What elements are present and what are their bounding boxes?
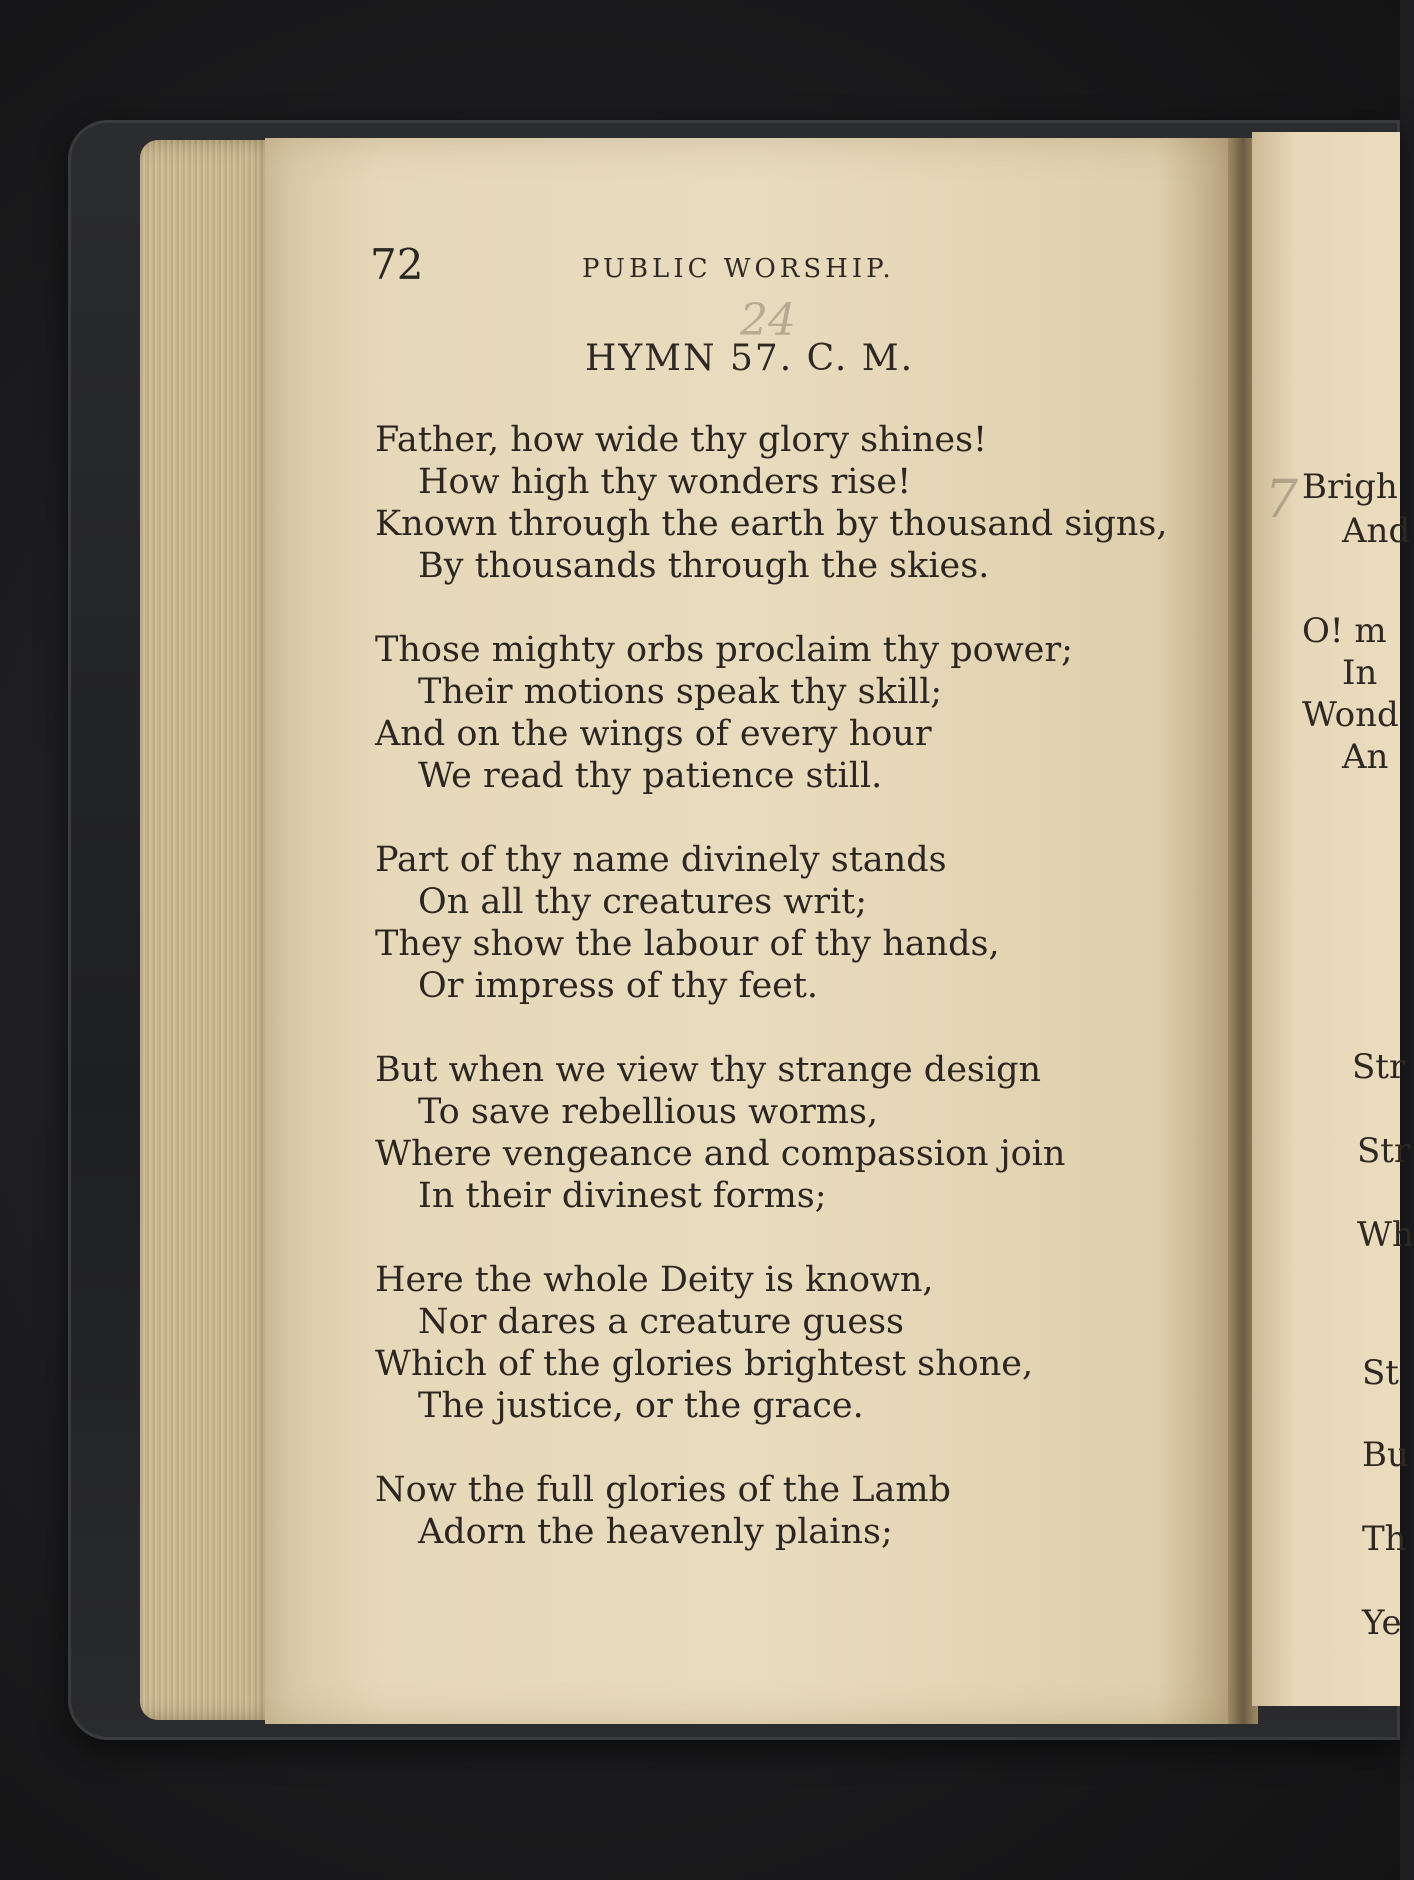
facing-fragment: In [1342,653,1378,693]
hymn-title: HYMN 57. C. M. [585,338,915,379]
verse-line: Their motions speak thy skill; [418,672,943,712]
facing-fragment: Ye [1362,1603,1402,1643]
verse-line: In their divinest forms; [418,1176,827,1216]
stanza [375,1259,1205,1427]
facing-fragment: Brigh [1302,467,1398,507]
facing-fragment: Wond [1302,695,1399,735]
verse-line: Part of thy name divinely stands [375,840,947,880]
facing-fragment: St [1362,1353,1399,1393]
verse-line: But when we view thy strange design [375,1050,1042,1090]
verse-line: By thousands through the skies. [418,546,990,586]
facing-fragment: Th [1362,1519,1407,1559]
verse-line: They show the labour of thy hands, [375,924,1000,964]
verse-line: Now the full glories of the Lamb [375,1470,951,1510]
verse-line: We read thy patience still. [418,756,883,796]
facing-fragment: Str [1352,1047,1406,1087]
pencil-mark: 7 [1265,470,1299,530]
stanza [375,1049,1205,1217]
verse-line: And on the wings of every hour [375,714,932,754]
verse-line: Adorn the heavenly plains; [418,1512,893,1552]
hymn-text [375,419,1205,1595]
page-number: 72 [370,240,424,289]
stanza [375,839,1205,1007]
verse-line: Nor dares a creature guess [418,1302,905,1342]
stanza [375,419,1205,587]
facing-fragment: And [1342,511,1411,551]
facing-fragment: Wh [1357,1215,1414,1255]
verse-line: Here the whole Deity is known, [375,1260,934,1300]
verse-line: Father, how wide thy glory shines! [375,420,988,460]
verse-line: Those mighty orbs proclaim thy power; [375,630,1073,670]
facing-fragment: O! m [1302,611,1387,651]
facing-fragment: An [1342,737,1389,777]
pencil-mark: 24 [740,295,796,346]
verse-line: The justice, or the grace. [418,1386,864,1426]
verse-line: Which of the glories brightest shone, [375,1344,1034,1384]
page-header [370,240,970,290]
verse-line: Or impress of thy feet. [418,966,819,1006]
verse-line: Where vengeance and compassion join [375,1134,1066,1174]
running-head: PUBLIC WORSHIP. [582,254,895,284]
facing-fragment: Bu [1362,1435,1409,1475]
verse-line: How high thy wonders rise! [418,462,912,502]
stanza [375,1469,1205,1553]
verse-line: On all thy creatures writ; [418,882,868,922]
stanza [375,629,1205,797]
verse-line: Known through the earth by thousand signs, [375,504,1168,544]
verse-line: To save rebellious worms, [418,1092,879,1132]
page-edges [140,140,280,1720]
facing-fragment: Str [1357,1131,1411,1171]
right-page [1252,132,1414,1706]
